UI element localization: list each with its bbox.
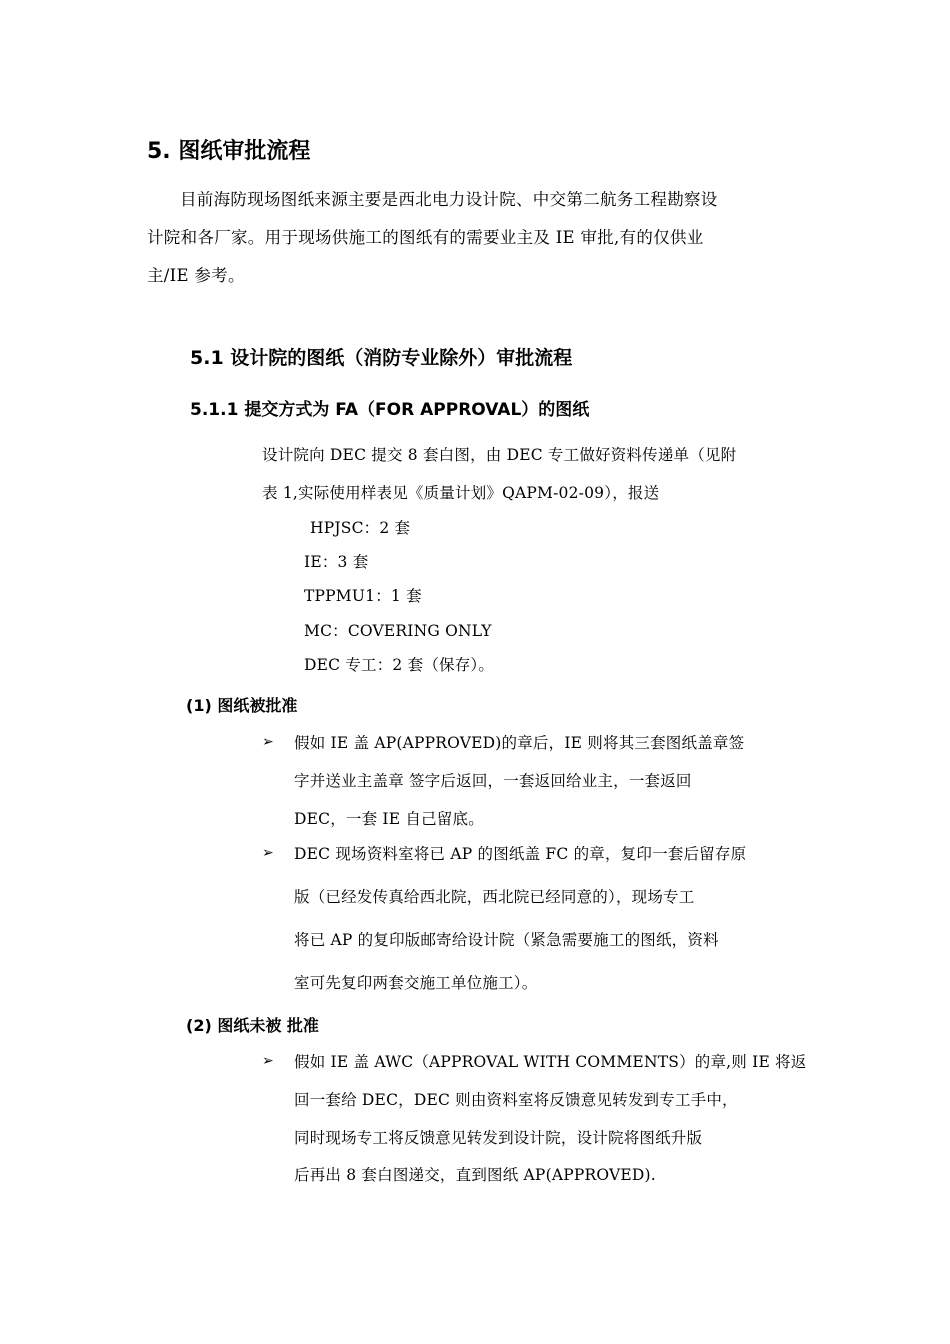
distribution-item: DEC 专工：2 套（保存）。 <box>304 656 495 674</box>
bullet-line: 将已 AP 的复印版邮寄给设计院（紧急需要施工的图纸，资料 <box>294 931 719 949</box>
para-line: 设计院向 DEC 提交 8 套白图，由 DEC 专工做好资料传递单（见附 <box>262 446 737 464</box>
intro-line: 主/IE 参考。 <box>147 266 245 285</box>
intro-line: 计院和各厂家。用于现场供施工的图纸有的需要业主及 IE 审批,有的仅供业 <box>147 228 704 247</box>
bullet-line: 室可先复印两套交施工单位施工）。 <box>294 974 538 992</box>
distribution-item: TPPMU1：1 套 <box>304 587 422 605</box>
bullet-line: 后再出 8 套白图递交，直到图纸 AP(APPROVED). <box>294 1166 656 1184</box>
bullet-line: DEC 现场资料室将已 AP 的图纸盖 FC 的章，复印一套后留存原 <box>294 845 747 863</box>
bullet-arrow-icon: ➢ <box>262 734 274 750</box>
para-line: 表 1,实际使用样表见《质量计划》QAPM-02-09），报送 <box>262 484 660 502</box>
subsubsection-heading: 5.1.1 提交方式为 FA（FOR APPROVAL）的图纸 <box>190 400 590 420</box>
section-heading: 5. 图纸审批流程 <box>147 139 311 164</box>
distribution-item: MC：COVERING ONLY <box>304 622 492 640</box>
case-heading: (1) 图纸被批准 <box>186 696 298 715</box>
bullet-line: 版（已经发传真给西北院，西北院已经同意的），现场专工 <box>294 888 695 906</box>
bullet-line: DEC，一套 IE 自己留底。 <box>294 810 484 828</box>
bullet-line: 同时现场专工将反馈意见转发到设计院，设计院将图纸升版 <box>294 1129 703 1147</box>
intro-line: 目前海防现场图纸来源主要是西北电力设计院、中交第二航务工程勘察设 <box>180 190 718 209</box>
distribution-item: HPJSC：2 套 <box>310 519 411 537</box>
bullet-arrow-icon: ➢ <box>262 1053 274 1069</box>
bullet-arrow-icon: ➢ <box>262 845 274 861</box>
case-heading: (2) 图纸未被 批准 <box>186 1016 319 1035</box>
bullet-line: 假如 IE 盖 AP(APPROVED)的章后，IE 则将其三套图纸盖章签 <box>294 734 745 752</box>
subsection-heading: 5.1 设计院的图纸（消防专业除外）审批流程 <box>190 347 573 369</box>
distribution-item: IE：3 套 <box>304 553 369 571</box>
bullet-line: 字并送业主盖章 签字后返回，一套返回给业主，一套返回 <box>294 772 692 790</box>
bullet-line: 回一套给 DEC，DEC 则由资料室将反馈意见转发到专工手中， <box>294 1091 738 1109</box>
bullet-line: 假如 IE 盖 AWC（APPROVAL WITH COMMENTS）的章,则 IE 将返 <box>294 1053 807 1071</box>
